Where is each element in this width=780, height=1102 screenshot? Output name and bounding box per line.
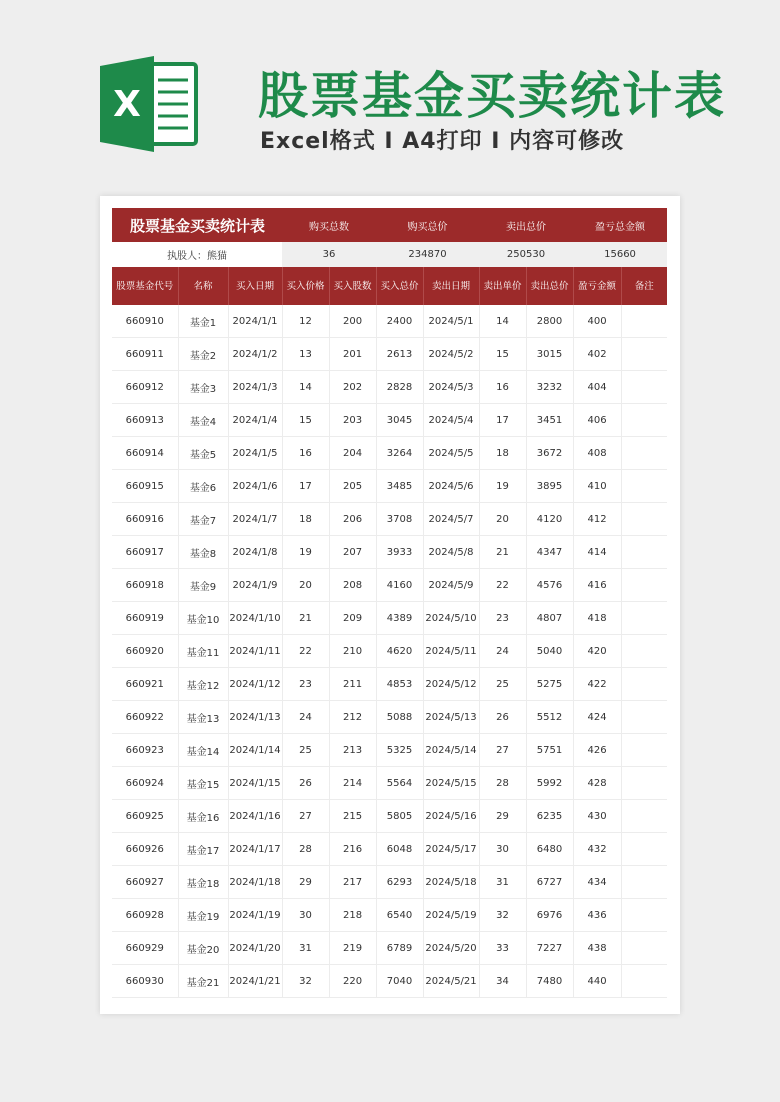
- table-cell: 660913: [112, 404, 178, 437]
- table-cell: 28: [282, 833, 329, 866]
- table-cell: 2024/1/14: [228, 734, 282, 767]
- table-cell: 18: [479, 437, 526, 470]
- table-cell: 660921: [112, 668, 178, 701]
- table-cell: 420: [573, 635, 621, 668]
- table-row: [112, 305, 667, 338]
- table-cell: 2024/5/3: [423, 371, 479, 404]
- table-cell: 422: [573, 668, 621, 701]
- table-cell: 6789: [376, 932, 423, 965]
- table-cell: 21: [479, 536, 526, 569]
- table-cell: 30: [282, 899, 329, 932]
- table-cell: [621, 371, 667, 404]
- table-cell: 660920: [112, 635, 178, 668]
- table-cell: 16: [282, 437, 329, 470]
- table-cell: 430: [573, 800, 621, 833]
- table-cell: 4576: [526, 569, 573, 602]
- table-cell: 660924: [112, 767, 178, 800]
- table-cell: 402: [573, 338, 621, 371]
- table-cell: 206: [329, 503, 376, 536]
- table-cell: [621, 305, 667, 338]
- table-cell: [621, 965, 667, 998]
- table-cell: 2024/5/17: [423, 833, 479, 866]
- table-row: [112, 503, 667, 536]
- table-cell: 2024/5/16: [423, 800, 479, 833]
- table-cell: 20: [479, 503, 526, 536]
- table-cell: 2024/1/6: [228, 470, 282, 503]
- table-cell: 基金10: [178, 602, 228, 635]
- table-cell: 6235: [526, 800, 573, 833]
- table-cell: 207: [329, 536, 376, 569]
- table-cell: 660912: [112, 371, 178, 404]
- table-cell: 414: [573, 536, 621, 569]
- table-cell: 201: [329, 338, 376, 371]
- column-header: 股票基金代号: [112, 267, 178, 305]
- logo-letter: X: [113, 84, 141, 125]
- table-row: [112, 338, 667, 371]
- table-cell: 3672: [526, 437, 573, 470]
- table-cell: 2613: [376, 338, 423, 371]
- table-cell: [621, 767, 667, 800]
- table-cell: [621, 569, 667, 602]
- table-cell: 17: [282, 470, 329, 503]
- table-cell: 428: [573, 767, 621, 800]
- table-cell: 7040: [376, 965, 423, 998]
- table-cell: 12: [282, 305, 329, 338]
- table-cell: 2024/5/13: [423, 701, 479, 734]
- table-cell: 6976: [526, 899, 573, 932]
- table-cell: 基金5: [178, 437, 228, 470]
- table-cell: 16: [479, 371, 526, 404]
- table-cell: 211: [329, 668, 376, 701]
- table-cell: 3264: [376, 437, 423, 470]
- table-cell: 404: [573, 371, 621, 404]
- table-cell: 基金6: [178, 470, 228, 503]
- table-cell: [621, 338, 667, 371]
- table-cell: 5992: [526, 767, 573, 800]
- column-header: 卖出总价: [526, 267, 573, 305]
- table-cell: 400: [573, 305, 621, 338]
- table-cell: 14: [479, 305, 526, 338]
- table-cell: 2024/1/2: [228, 338, 282, 371]
- table-cell: 660915: [112, 470, 178, 503]
- table-row: [112, 866, 667, 899]
- table-cell: [621, 668, 667, 701]
- table-cell: 基金3: [178, 371, 228, 404]
- table-cell: 2024/5/6: [423, 470, 479, 503]
- table-row: [112, 965, 667, 998]
- table-cell: 217: [329, 866, 376, 899]
- table-cell: 660928: [112, 899, 178, 932]
- table-cell: 2828: [376, 371, 423, 404]
- table-cell: 32: [282, 965, 329, 998]
- table-cell: 220: [329, 965, 376, 998]
- table-row: [112, 833, 667, 866]
- table-cell: 215: [329, 800, 376, 833]
- table-cell: 31: [282, 932, 329, 965]
- table-cell: 660917: [112, 536, 178, 569]
- table-cell: 5512: [526, 701, 573, 734]
- table-cell: 2024/5/20: [423, 932, 479, 965]
- table-cell: [621, 833, 667, 866]
- table-cell: 2024/1/12: [228, 668, 282, 701]
- table-cell: 218: [329, 899, 376, 932]
- table-cell: 3933: [376, 536, 423, 569]
- table-cell: 6480: [526, 833, 573, 866]
- table-cell: 基金20: [178, 932, 228, 965]
- table-cell: [621, 635, 667, 668]
- table-cell: 438: [573, 932, 621, 965]
- table-cell: 34: [479, 965, 526, 998]
- summary-header-total-sell: 卖出总价: [479, 208, 573, 242]
- table-cell: 22: [479, 569, 526, 602]
- table-cell: 2024/5/12: [423, 668, 479, 701]
- table-cell: [621, 536, 667, 569]
- table-cell: 3045: [376, 404, 423, 437]
- table-cell: 3451: [526, 404, 573, 437]
- table-cell: 2024/5/15: [423, 767, 479, 800]
- table-cell: 209: [329, 602, 376, 635]
- table-cell: 25: [282, 734, 329, 767]
- summary-header-total-quantity: 购买总数: [282, 208, 376, 242]
- table-cell: 5088: [376, 701, 423, 734]
- table-cell: [621, 701, 667, 734]
- table-cell: 基金12: [178, 668, 228, 701]
- table-cell: 216: [329, 833, 376, 866]
- table-cell: 2024/1/13: [228, 701, 282, 734]
- table-cell: 660930: [112, 965, 178, 998]
- table-cell: 29: [479, 800, 526, 833]
- table-cell: 5040: [526, 635, 573, 668]
- table-cell: 660927: [112, 866, 178, 899]
- table-cell: 基金4: [178, 404, 228, 437]
- table-cell: 基金14: [178, 734, 228, 767]
- table-cell: 410: [573, 470, 621, 503]
- table-cell: 25: [479, 668, 526, 701]
- summary-total-profit: 15660: [573, 242, 667, 267]
- table-cell: 418: [573, 602, 621, 635]
- table-cell: 212: [329, 701, 376, 734]
- table-cell: 32: [479, 899, 526, 932]
- table-cell: 28: [479, 767, 526, 800]
- table-row: [112, 701, 667, 734]
- column-header: 卖出日期: [423, 267, 479, 305]
- table-cell: 660918: [112, 569, 178, 602]
- table-cell: 21: [282, 602, 329, 635]
- table-cell: 基金21: [178, 965, 228, 998]
- table-cell: 660929: [112, 932, 178, 965]
- table-cell: 2024/1/4: [228, 404, 282, 437]
- summary-header-total-profit: 盈亏总金额: [573, 208, 667, 242]
- table-cell: 2024/1/16: [228, 800, 282, 833]
- table-cell: 426: [573, 734, 621, 767]
- table-cell: 33: [479, 932, 526, 965]
- table-cell: 406: [573, 404, 621, 437]
- table-cell: 3485: [376, 470, 423, 503]
- table-cell: 24: [479, 635, 526, 668]
- table-cell: 23: [479, 602, 526, 635]
- table-cell: 660914: [112, 437, 178, 470]
- table-cell: 14: [282, 371, 329, 404]
- table-cell: [621, 932, 667, 965]
- table-cell: [621, 470, 667, 503]
- table-cell: 203: [329, 404, 376, 437]
- table-cell: 基金16: [178, 800, 228, 833]
- table-cell: 2024/5/10: [423, 602, 479, 635]
- table-title-row: [112, 208, 667, 242]
- table-cell: 27: [479, 734, 526, 767]
- table-cell: 2024/1/18: [228, 866, 282, 899]
- table-cell: 2024/1/10: [228, 602, 282, 635]
- table-cell: 2024/5/11: [423, 635, 479, 668]
- table-body: [112, 305, 667, 998]
- table-cell: [621, 899, 667, 932]
- table-cell: 2024/5/4: [423, 404, 479, 437]
- table-cell: 基金8: [178, 536, 228, 569]
- spreadsheet-preview: [100, 196, 680, 1014]
- table-cell: 660922: [112, 701, 178, 734]
- table-cell: 26: [479, 701, 526, 734]
- table-cell: [621, 602, 667, 635]
- table-row: [112, 437, 667, 470]
- table-cell: 204: [329, 437, 376, 470]
- table-cell: 210: [329, 635, 376, 668]
- table-cell: 23: [282, 668, 329, 701]
- table-row: [112, 668, 667, 701]
- table-cell: 29: [282, 866, 329, 899]
- table-row: [112, 404, 667, 437]
- table-cell: 4160: [376, 569, 423, 602]
- table-cell: 6540: [376, 899, 423, 932]
- table-cell: 2400: [376, 305, 423, 338]
- table-row: [112, 602, 667, 635]
- table-cell: 27: [282, 800, 329, 833]
- table-cell: 2024/1/15: [228, 767, 282, 800]
- table-cell: 2024/5/7: [423, 503, 479, 536]
- table-cell: 660923: [112, 734, 178, 767]
- table-cell: 2024/5/9: [423, 569, 479, 602]
- table-cell: 2024/1/1: [228, 305, 282, 338]
- table-cell: 基金2: [178, 338, 228, 371]
- table-cell: 440: [573, 965, 621, 998]
- table-cell: 6727: [526, 866, 573, 899]
- table-cell: 2024/1/3: [228, 371, 282, 404]
- table-cell: 2024/5/2: [423, 338, 479, 371]
- table-cell: 4620: [376, 635, 423, 668]
- table-cell: 2024/5/14: [423, 734, 479, 767]
- table-cell: 基金11: [178, 635, 228, 668]
- table-cell: 2024/1/9: [228, 569, 282, 602]
- table-cell: 5325: [376, 734, 423, 767]
- table-cell: 基金13: [178, 701, 228, 734]
- table-cell: 基金19: [178, 899, 228, 932]
- table-cell: 416: [573, 569, 621, 602]
- table-row: [112, 800, 667, 833]
- table-title: 股票基金买卖统计表: [112, 208, 282, 242]
- table-row: [112, 470, 667, 503]
- table-cell: 3015: [526, 338, 573, 371]
- table-cell: 基金15: [178, 767, 228, 800]
- table-cell: 基金17: [178, 833, 228, 866]
- table-cell: 2800: [526, 305, 573, 338]
- table-cell: 24: [282, 701, 329, 734]
- table-cell: 26: [282, 767, 329, 800]
- table-cell: 213: [329, 734, 376, 767]
- table-cell: 2024/1/21: [228, 965, 282, 998]
- table-cell: 17: [479, 404, 526, 437]
- table-cell: 2024/1/20: [228, 932, 282, 965]
- column-header: 盈亏金额: [573, 267, 621, 305]
- table-cell: 2024/1/17: [228, 833, 282, 866]
- table-cell: 2024/1/8: [228, 536, 282, 569]
- table-cell: 7227: [526, 932, 573, 965]
- table-cell: 432: [573, 833, 621, 866]
- excel-logo-icon: [100, 56, 200, 152]
- table-row: [112, 635, 667, 668]
- table-row: [112, 569, 667, 602]
- table-cell: 660919: [112, 602, 178, 635]
- table-cell: [621, 503, 667, 536]
- column-header: 名称: [178, 267, 228, 305]
- table-cell: 4347: [526, 536, 573, 569]
- table-cell: [621, 734, 667, 767]
- table-cell: 219: [329, 932, 376, 965]
- executor-label: 执股人：熊猫: [112, 242, 282, 267]
- table-row: [112, 932, 667, 965]
- table-cell: 660910: [112, 305, 178, 338]
- table-cell: 436: [573, 899, 621, 932]
- column-header: 备注: [621, 267, 667, 305]
- table-cell: 214: [329, 767, 376, 800]
- table-cell: 5751: [526, 734, 573, 767]
- table-cell: 202: [329, 371, 376, 404]
- table-cell: 18: [282, 503, 329, 536]
- table-cell: 3708: [376, 503, 423, 536]
- table-cell: 31: [479, 866, 526, 899]
- table-cell: 基金18: [178, 866, 228, 899]
- table-cell: 2024/1/11: [228, 635, 282, 668]
- table-cell: 2024/5/5: [423, 437, 479, 470]
- table-cell: 660916: [112, 503, 178, 536]
- table-cell: 424: [573, 701, 621, 734]
- header-banner: [0, 0, 780, 175]
- table-cell: 2024/1/19: [228, 899, 282, 932]
- table-cell: 208: [329, 569, 376, 602]
- table-cell: [621, 800, 667, 833]
- table-cell: 2024/5/21: [423, 965, 479, 998]
- table-row: [112, 371, 667, 404]
- page-title: 股票基金买卖统计表: [258, 67, 726, 125]
- table-cell: 6293: [376, 866, 423, 899]
- table-row: [112, 767, 667, 800]
- table-cell: 4853: [376, 668, 423, 701]
- table-cell: 基金7: [178, 503, 228, 536]
- table-cell: [621, 866, 667, 899]
- table-cell: 15: [479, 338, 526, 371]
- table-cell: 30: [479, 833, 526, 866]
- table-cell: 660926: [112, 833, 178, 866]
- table-cell: 5564: [376, 767, 423, 800]
- table-cell: 205: [329, 470, 376, 503]
- table-cell: 2024/1/5: [228, 437, 282, 470]
- table-cell: 20: [282, 569, 329, 602]
- summary-values-row: [112, 242, 667, 267]
- table-cell: 6048: [376, 833, 423, 866]
- column-header-row: [112, 267, 667, 305]
- table-cell: 19: [282, 536, 329, 569]
- column-header: 买入总价: [376, 267, 423, 305]
- table-cell: 412: [573, 503, 621, 536]
- stock-fund-table: [112, 208, 667, 998]
- table-cell: 15: [282, 404, 329, 437]
- table-cell: 7480: [526, 965, 573, 998]
- summary-header-total-buy: 购买总价: [376, 208, 479, 242]
- table-row: [112, 734, 667, 767]
- table-cell: 434: [573, 866, 621, 899]
- column-header: 买入日期: [228, 267, 282, 305]
- table-cell: 3895: [526, 470, 573, 503]
- table-cell: 19: [479, 470, 526, 503]
- summary-total-buy: 234870: [376, 242, 479, 267]
- table-cell: 4120: [526, 503, 573, 536]
- table-cell: 4389: [376, 602, 423, 635]
- table-cell: 5275: [526, 668, 573, 701]
- table-cell: 660911: [112, 338, 178, 371]
- table-cell: 2024/5/1: [423, 305, 479, 338]
- table-row: [112, 536, 667, 569]
- table-cell: 408: [573, 437, 621, 470]
- column-header: 买入价格: [282, 267, 329, 305]
- table-cell: 2024/5/19: [423, 899, 479, 932]
- table-cell: 2024/1/7: [228, 503, 282, 536]
- table-cell: 660925: [112, 800, 178, 833]
- table-cell: 基金1: [178, 305, 228, 338]
- table-cell: 4807: [526, 602, 573, 635]
- table-cell: 基金9: [178, 569, 228, 602]
- column-header: 买入股数: [329, 267, 376, 305]
- table-cell: 3232: [526, 371, 573, 404]
- table-cell: 200: [329, 305, 376, 338]
- table-cell: 2024/5/8: [423, 536, 479, 569]
- page-subtitle: Excel格式 I A4打印 I 内容可修改: [260, 129, 625, 154]
- table-cell: 22: [282, 635, 329, 668]
- table-cell: [621, 437, 667, 470]
- table-cell: [621, 404, 667, 437]
- summary-total-quantity: 36: [282, 242, 376, 267]
- table-cell: 13: [282, 338, 329, 371]
- table-row: [112, 899, 667, 932]
- table-cell: 5805: [376, 800, 423, 833]
- table-cell: 2024/5/18: [423, 866, 479, 899]
- summary-total-sell: 250530: [479, 242, 573, 267]
- column-header: 卖出单价: [479, 267, 526, 305]
